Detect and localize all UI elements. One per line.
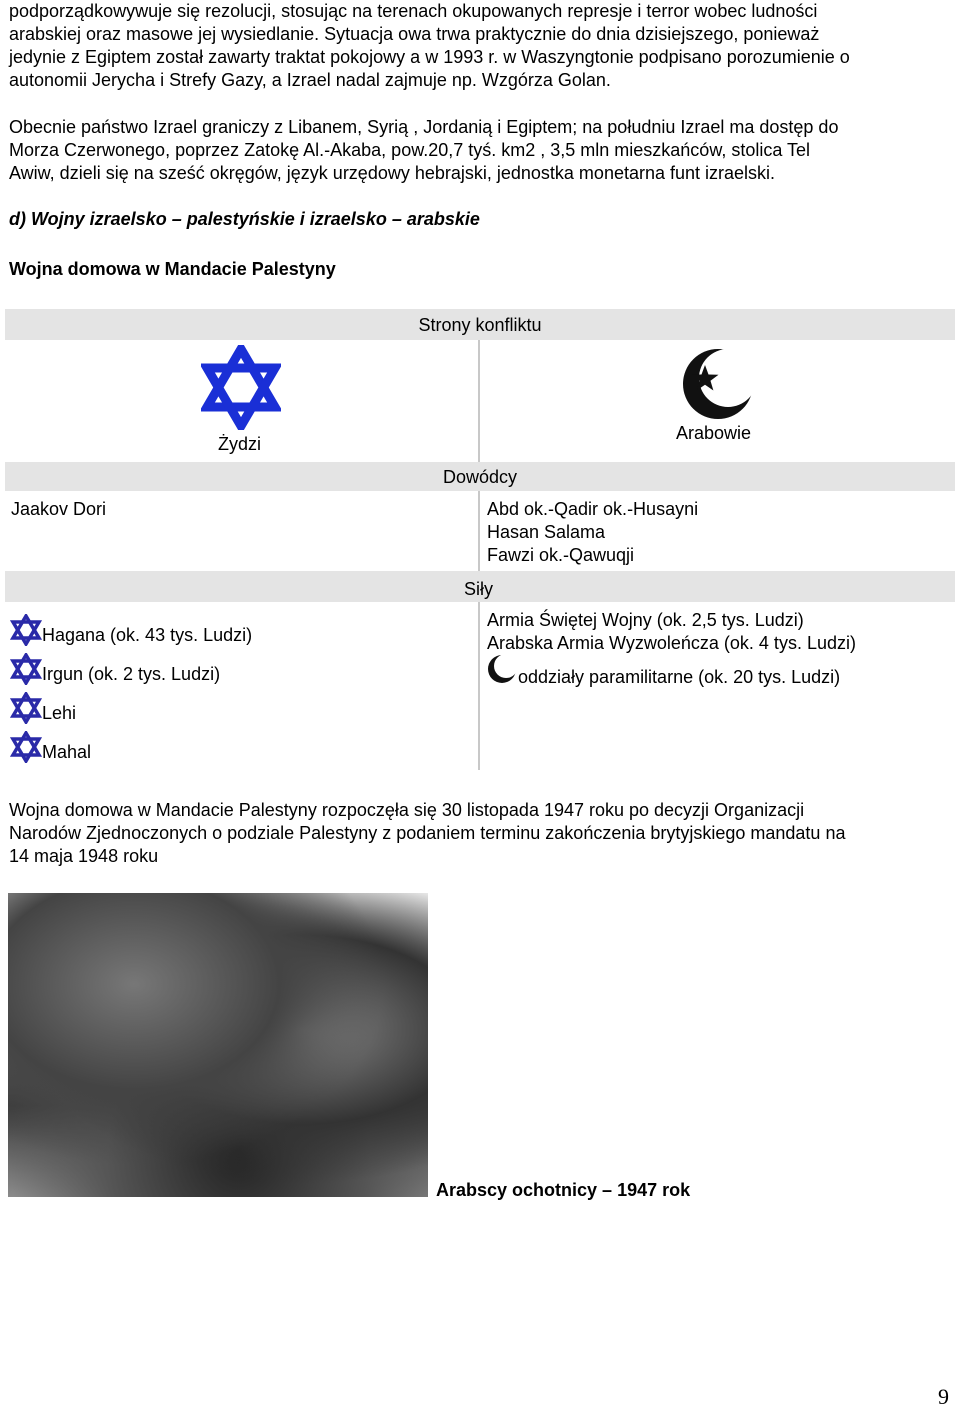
- commander-name: Abd ok.-Qadir ok.-Husayni: [487, 499, 699, 519]
- force-name: Irgun (ok. 2 tys. Ludzi): [42, 664, 221, 684]
- force-name: oddziały paramilitarne (ok. 20 tys. Ludzi): [518, 667, 841, 687]
- commander-name: Fawzi ok.-Qawuqji: [487, 545, 635, 565]
- arab-side-label: Arabowie: [676, 423, 752, 443]
- jewish-side-label: Żydzi: [218, 434, 262, 454]
- paragraph-line: podporządkowywuje się rezolucji, stosując na terenach okupowanych represje i terror wobec ludności: [9, 1, 818, 21]
- section-heading: d) Wojny izraelsko – palestyńskie i izraelsko – arabskie: [9, 209, 480, 229]
- table-divider: [478, 491, 480, 571]
- commanders-label: Dowódcy: [442, 467, 518, 487]
- star-of-david-icon: [10, 653, 42, 685]
- paragraph-line: Narodów Zjednoczonych o podziale Palestyny z podaniem terminu zakończenia brytyjskiego mandatu na: [9, 823, 846, 843]
- force-name: Mahal: [42, 742, 92, 762]
- star-of-david-icon: [201, 345, 281, 430]
- list-item: [10, 609, 252, 646]
- subheading: Wojna domowa w Mandacie Palestyny: [9, 259, 336, 279]
- paragraph-line: autonomii Jerycha i Strefy Gazy, a Izrael nadal zajmuje np. Wzgórza Golan.: [9, 70, 611, 90]
- crescent-icon: [486, 653, 518, 685]
- force-name: Hagana (ok. 43 tys. Ludzi): [42, 625, 253, 645]
- list-item: [10, 648, 220, 685]
- table-divider: [478, 602, 480, 770]
- civil-war-paragraph: [9, 799, 954, 868]
- force-name: Armia Świętej Wojny (ok. 2,5 tys. Ludzi): [487, 610, 804, 630]
- left-commanders: Jaakov Dori: [11, 499, 107, 519]
- star-of-david-icon: [10, 614, 42, 646]
- paragraph-line: Obecnie państwo Izrael graniczy z Libanem, Syrią , Jordanią i Egiptem; na południu Izrael ma dostęp do: [9, 117, 839, 137]
- photo-caption: Arabscy ochotnicy – 1947 rok: [436, 1180, 691, 1200]
- star-and-crescent-icon: [680, 345, 760, 423]
- forces-label: Siły: [464, 579, 494, 599]
- paragraph-line: Morza Czerwonego, poprzez Zatokę Al.-Akaba, pow.20,7 tyś. km2 , 3,5 mln mieszkańców, stolica Tel: [9, 140, 811, 160]
- list-item: [10, 726, 91, 763]
- paragraph-line: Wojna domowa w Mandacie Palestyny rozpoczęła się 30 listopada 1947 roku po decyzji Organizacji: [9, 800, 805, 820]
- commander-name: Hasan Salama: [487, 522, 606, 542]
- intro-paragraph: [9, 0, 954, 92]
- paragraph-line: Awiw, dzieli się na sześć okręgów, język urzędowy hebrajski, jednostka monetarna funt izraelski.: [9, 163, 776, 183]
- star-of-david-icon: [10, 731, 42, 763]
- paragraph-line: jedynie z Egiptem został zawarty traktat pokojowy a w 1993 r. w Waszyngtonie podpisano porozumienie o: [9, 47, 850, 67]
- table-header: Strony konfliktu: [418, 315, 542, 335]
- table-divider: [478, 340, 480, 462]
- israel-facts-paragraph: [9, 116, 954, 185]
- paragraph-line: 14 maja 1948 roku: [9, 846, 159, 866]
- arab-volunteers-photo: [8, 893, 428, 1197]
- force-name: Arabska Armia Wyzwoleńcza (ok. 4 tys. Ludzi): [487, 633, 856, 653]
- right-forces: [487, 609, 856, 655]
- right-commanders: [487, 498, 698, 567]
- force-name: Lehi: [42, 703, 77, 723]
- page-number: 9: [938, 1384, 949, 1409]
- paragraph-line: arabskiej oraz masowe jej wysiedlanie. Sytuacja owa trwa praktycznie do dnia dzisiejszego, ponieważ: [9, 24, 820, 44]
- list-item: [10, 687, 76, 724]
- star-of-david-icon: [10, 692, 42, 724]
